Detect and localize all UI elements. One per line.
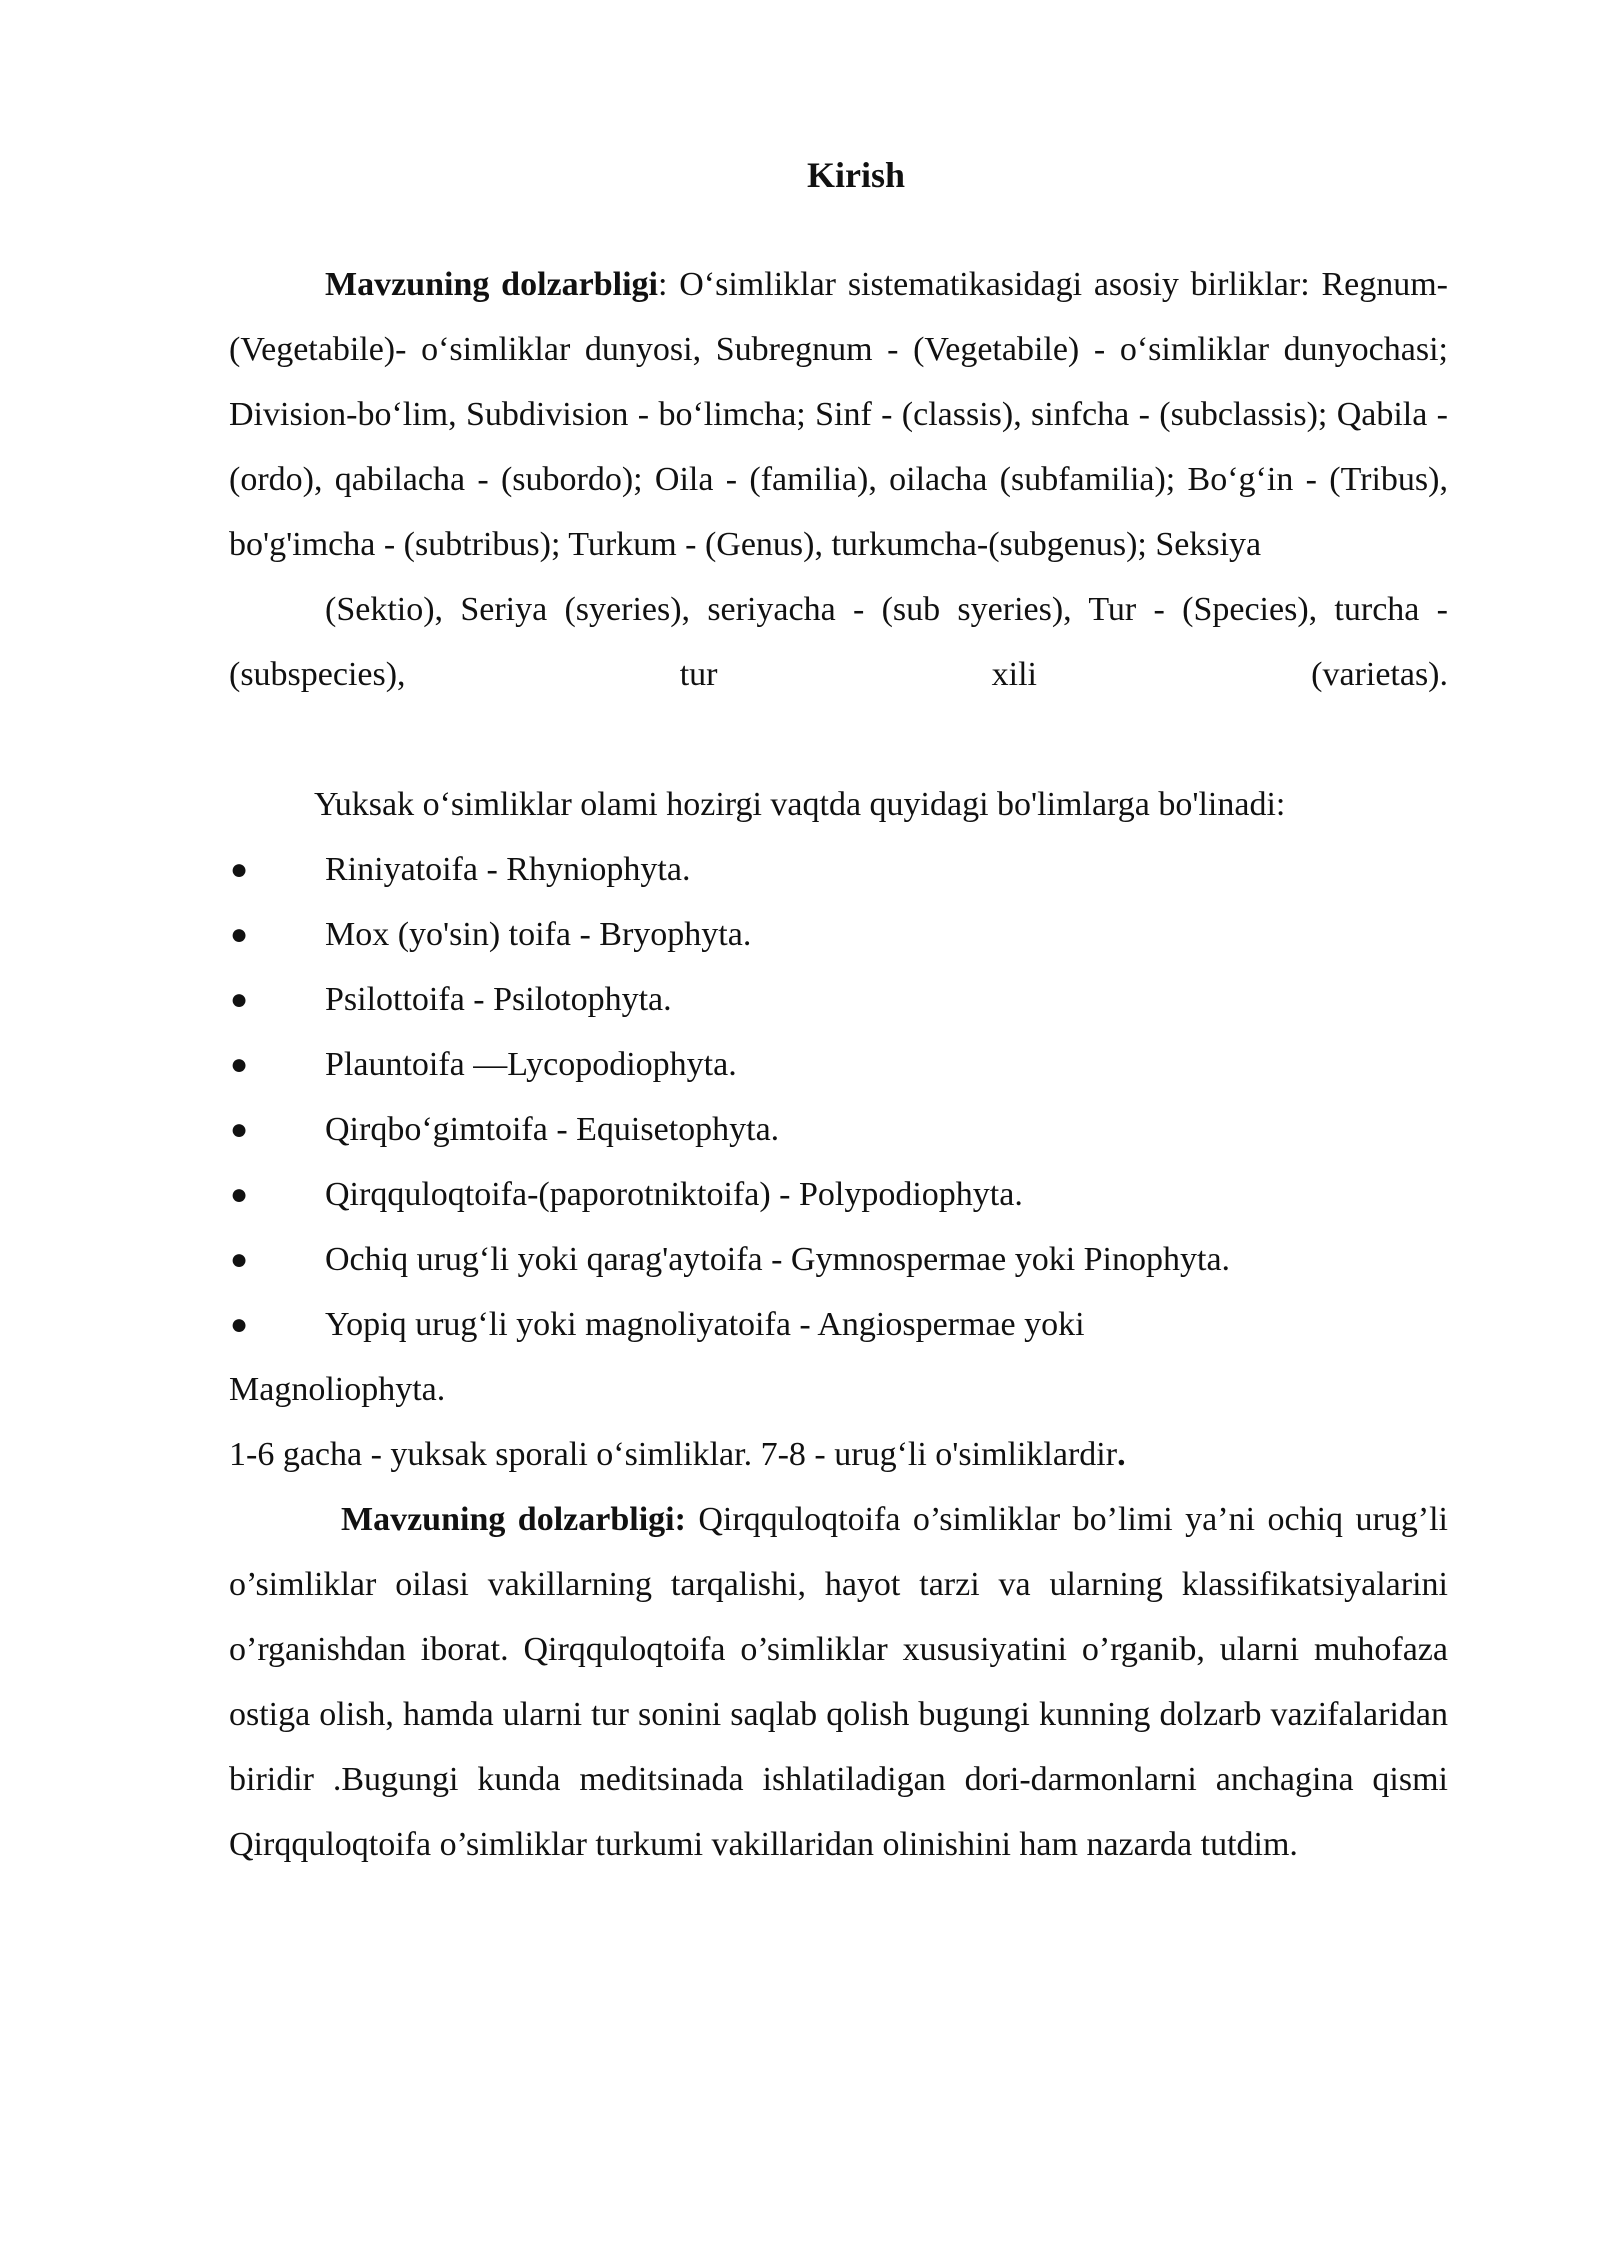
divisions-list	[229, 837, 1448, 1357]
list-item-text: Plauntoifa —Lycopodiophyta.	[325, 1046, 737, 1083]
relevance-paragraph	[229, 1487, 1448, 1877]
list-item-text: Riniyatoifa - Rhyniophyta.	[325, 851, 691, 888]
list-item-text: Qirqbo‘gimtoifa - Equisetophyta.	[325, 1111, 780, 1148]
bullet-icon: ●	[229, 983, 249, 1016]
list-item-text: Psilottoifa - Psilotophyta.	[325, 981, 672, 1018]
list-item-text: Yopiq urug‘li yoki magnoliyatoifa - Angiospermae yoki	[325, 1306, 1085, 1343]
list-item-text: Mox (yo'sin) toifa - Bryophyta.	[325, 916, 752, 953]
bullet-icon: ●	[229, 1113, 249, 1146]
bullet-icon: ●	[229, 1308, 249, 1341]
bullet-icon: ●	[229, 1048, 249, 1081]
bullet-icon: ●	[229, 918, 249, 951]
list-item	[229, 1162, 1448, 1227]
list-item	[229, 902, 1448, 967]
summary-line	[229, 1422, 1126, 1487]
list-item	[229, 1032, 1448, 1097]
bullet-icon: ●	[229, 853, 249, 886]
list-item	[229, 837, 1448, 902]
bullet-icon: ●	[229, 1178, 249, 1211]
divisions-intro: Yuksak o‘simliklar olami hozirgi vaqtda quyidagi bo'limlarga bo'linadi:	[314, 786, 1286, 823]
intro-heading: Mavzuning dolzarbligi	[325, 266, 658, 303]
summary-text: 1-6 gacha - yuksak sporali o‘simliklar. 7-8 - urug‘li o'simliklardir	[229, 1436, 1118, 1473]
list-item-text: Ochiq urug‘li yoki qarag'aytoifa - Gymnospermae yoki Pinophyta.	[325, 1241, 1231, 1278]
intro-text-a: O‘simliklar sistematikasidagi asosiy birliklar: Regnum-(Vegetabile)- o‘simliklar dunyosi, Subregnum - (Vegetabile) - o‘simliklar dunyochasi; Division-bo‘lim, Subdivision - bo‘limcha; Sinf - (classis), sinfcha - (subclassis); Qabila - (ordo), qabilacha - (subordo); Oila - (familia), oilacha (subfamilia); Bo‘g‘in - (Tribus), bo'g'imcha - (subtribus); Turkum - (Genus), turkumcha-(subgenus); Seksiya	[229, 266, 1448, 563]
page-title: Kirish	[806, 155, 905, 195]
summary-end-mark: .	[1117, 1436, 1126, 1473]
list-item-continuation: Magnoliophyta.	[229, 1371, 446, 1408]
list-item	[229, 1097, 1448, 1162]
list-item-text: Qirqquloqtoifa-(paporotniktoifa) - Polypodiophyta.	[325, 1176, 1023, 1213]
intro-paragraph	[229, 252, 1448, 707]
list-item	[229, 1227, 1448, 1292]
bullet-icon: ●	[229, 1243, 249, 1276]
intro-heading-colon: :	[657, 266, 668, 303]
list-item	[229, 967, 1448, 1032]
relevance-text: Qirqquloqtoifa o’simliklar bo’limi ya’ni ochiq urug’li o’simliklar oilasi vakillarning tarqalishi, hayot tarzi va ularning klassifikatsiyalarini o’rganishdan iborat. Qirqquloqtoifa o’simliklar xususiyatini o’rganib, ularni muhofaza ostiga olish, hamda ularni tur sonini saqlab qolish bugungi kunning dolzarb vazifalaridan biridir .Bugungi kunda meditsinada ishlatiladigan dori-darmonlarni anchagina qismi Qirqquloqtoifa o’simliklar turkumi vakillaridan olinishini ham nazarda tutdim.	[229, 1501, 1448, 1863]
intro-text-b: (Sektio), Seriya (syeries), seriyacha - (sub syeries), Tur - (Species), turcha - (subspecies), tur xili (varietas).	[229, 591, 1448, 693]
relevance-heading: Mavzuning dolzarbligi:	[341, 1501, 686, 1538]
list-item	[229, 1292, 1448, 1357]
